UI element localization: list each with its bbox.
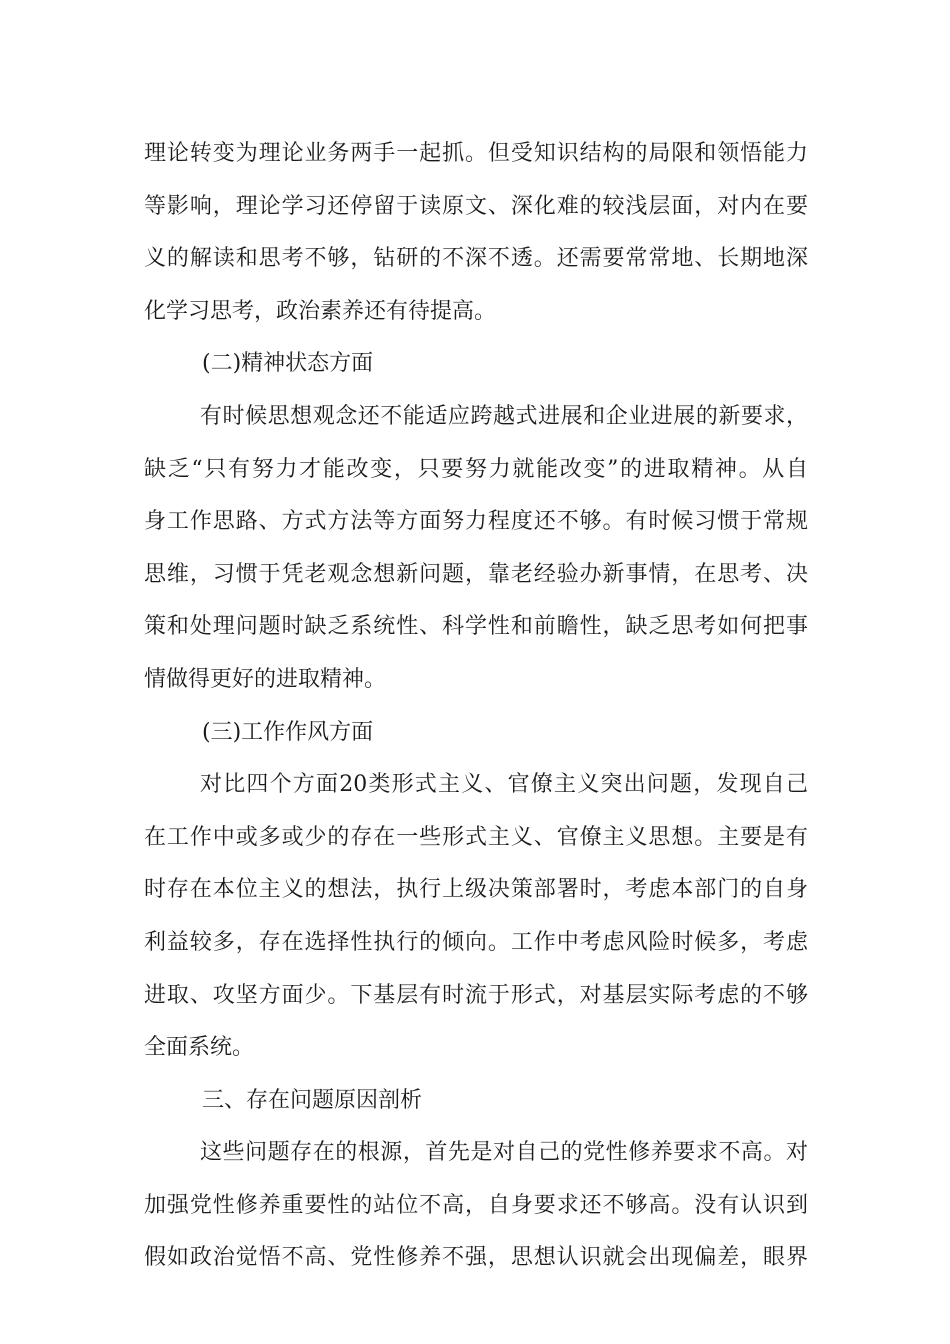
body-text-line: 假如政治觉悟不高、党性修养不强，思想认识就会出现偏差，眼界 (144, 1245, 808, 1271)
body-text-line: 全面系统。 (144, 1035, 255, 1061)
body-text-line: 缺乏“只有努力才能改变，只要努力就能改变”的进取精神。从自 (144, 456, 808, 482)
section-heading-work-style: (三)工作作风方面 (202, 719, 374, 745)
section-heading-spirit: (二)精神状态方面 (202, 351, 374, 377)
paragraph-first-line: 对比四个方面20类形式主义、官僚主义突出问题，发现自己 (200, 772, 808, 798)
body-text-line: 理论转变为理论业务两手一起抓。但受知识结构的局限和领悟能力 (144, 141, 808, 166)
body-text-line: 身工作思路、方式方法等方面努力程度还不够。有时候习惯于常规 (144, 509, 808, 535)
paragraph-first-line: 有时候思想观念还不能适应跨越式进展和企业进展的新要求， (200, 403, 808, 429)
body-text-line: 策和处理问题时缺乏系统性、科学性和前瞻性，缺乏思考如何把事 (144, 614, 808, 640)
document-body (144, 128, 808, 1285)
body-text-line: 情做得更好的进取精神。 (144, 666, 387, 692)
body-text-line: 义的解读和思考不够，钻研的不深不透。还需要常常地、长期地深 (144, 246, 808, 272)
body-text-line: 在工作中或多或少的存在一些形式主义、官僚主义思想。主要是有 (144, 824, 808, 850)
body-text-line: 时存在本位主义的想法，执行上级决策部署时，考虑本部门的自身 (144, 877, 808, 903)
body-text-line: 利益较多，存在选择性执行的倾向。工作中考虑风险时候多，考虑 (144, 929, 808, 955)
body-text-line: 进取、攻坚方面少。下基层有时流于形式，对基层实际考虑的不够 (144, 982, 808, 1008)
body-text-line: 加强党性修养重要性的站位不高，自身要求还不够高。没有认识到 (144, 1192, 808, 1218)
body-text-line: 化学习思考，政治素养还有待提高。 (144, 298, 497, 324)
body-text-line: 等影响，理论学习还停留于读原文、深化难的较浅层面，对内在要 (144, 193, 808, 219)
section-heading-root-cause: 三、存在问题原因剖析 (202, 1087, 423, 1113)
body-text-line: 思维，习惯于凭老观念想新问题，靠老经验办新事情，在思考、决 (144, 561, 808, 587)
paragraph-first-line: 这些问题存在的根源，首先是对自己的党性修养要求不高。对 (200, 1140, 808, 1166)
